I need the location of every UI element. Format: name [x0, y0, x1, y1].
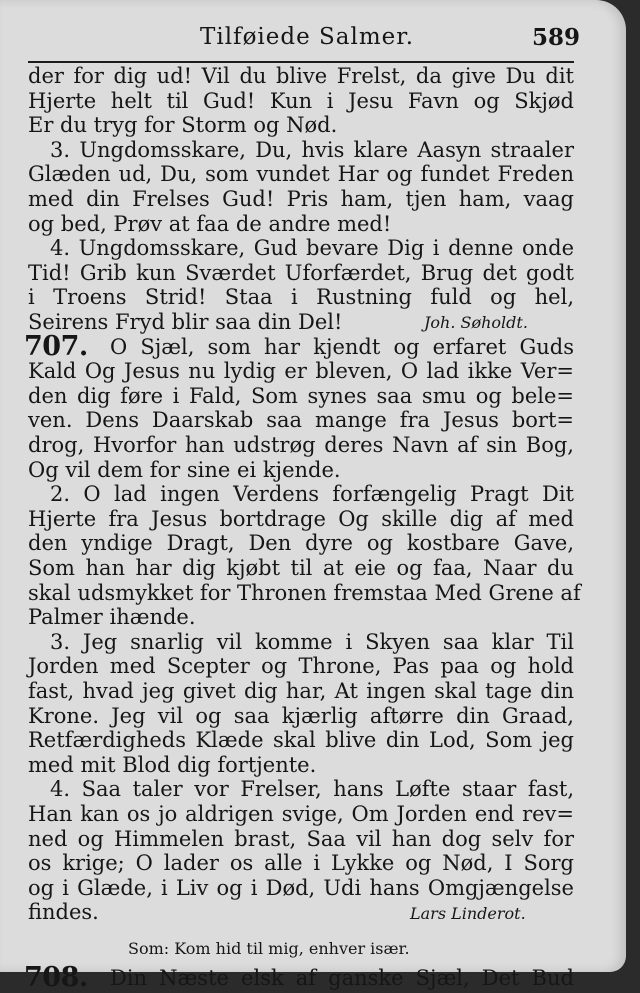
text-line: Din Næste elsk af ganske Sjæl, Det Bud [110, 965, 574, 990]
verse-start-line: 4. Ungdomsskare, Gud bevare Dig i denne onde [50, 236, 574, 261]
text-line: drog, Hvorfor han udstrøg deres Navn af sin Bog, [28, 433, 574, 457]
page-number: 589 [532, 24, 581, 51]
text-line: ven. Dens Daarskab saa mange fra Jesus bort= [28, 408, 574, 433]
text-line: Jorden med Scepter og Throne, Pas paa og hold [28, 654, 574, 679]
text-line: Og vil dem for sine ei kjende. [28, 457, 341, 482]
text-line: Glæden ud, Du, som vundet Har og fundet Freden [28, 162, 574, 187]
text-line: Krone. Jeg vil og saa kjærlig aftørre din Graad, [28, 703, 574, 728]
text-line: med mit Blod dig fortjente. [28, 752, 317, 777]
text-line: os krige; O lader os alle i Lykke og Nød, I Sorg [28, 851, 574, 876]
verse-start-line: 3. Jeg snarlig vil komme i Skyen saa klar Til [50, 629, 574, 654]
text-line: Seirens Fryd blir saa din Del! [28, 310, 343, 334]
verse-start-line: 3. Ungdomsskare, Du, hvis klare Aasyn straaler [50, 137, 574, 162]
hymn-number: 707. [24, 330, 88, 362]
text-line: Som han har dig kjøbt til at eie og faa, Naar du [28, 556, 574, 580]
hymn-number: 708. [24, 961, 88, 993]
verse-start-line: 4. Saa taler vor Frelser, hans Løfte staar fast, [50, 777, 574, 802]
text-line: i Troens Strid! Staa i Rustning fuld og hel, [28, 285, 574, 310]
text-line: findes. [28, 900, 99, 925]
text-line: og i Glæde, i Liv og i Død, Udi hans Omgjængelse [28, 875, 574, 900]
text-line: ned og Himmelen brast, Saa vil han dog selv for [28, 826, 574, 851]
author-attribution: Lars Linderot. [410, 904, 526, 924]
running-head [0, 24, 600, 58]
running-title: Tilføiede Salmer. [200, 24, 415, 50]
text-line: Retfærdigheds Klæde skal blive din Lod, Som jeg [28, 728, 574, 753]
text-line: Tid! Grib kun Sværdet Uforfærdet, Brug det godt [28, 260, 574, 285]
text-line: Palmer ihænde. [28, 605, 196, 630]
text-line: med din Frelses Gud! Pris ham, tjen ham, vaag [28, 187, 574, 211]
text-line: og bed, Prøv at faa de andre med! [28, 211, 392, 236]
text-line: O Sjæl, som har kjendt og erfaret Guds [110, 334, 574, 359]
text-line: den yndige Dragt, Den dyre og kostbare Gave, [28, 531, 574, 556]
text-line: skal udsmykket for Thronen fremstaa Med Grene af [28, 580, 581, 605]
text-line: Er du tryg for Storm og Nød. [28, 113, 338, 138]
author-attribution: Joh. Søholdt. [424, 313, 528, 332]
header-rule [28, 61, 574, 63]
text-line: fast, hvad jeg givet dig har, At ingen skal tage din [28, 679, 574, 703]
verse-start-line: 2. O lad ingen Verdens forfængelig Pragt Dit [50, 482, 574, 507]
text-line: Hjerte fra Jesus bortdrage Og skille dig af med [28, 506, 574, 531]
text-line: Kald Og Jesus nu lydig er bleven, O lad ikke Ver= [28, 359, 574, 384]
text-line: den dig føre i Fald, Som synes saa smu og bele= [28, 383, 574, 408]
text-line: der for dig ud! Vil du blive Frelst, da give Du dit [28, 64, 574, 88]
tune-line: Som: Kom hid til mig, enhver især. [128, 939, 410, 958]
text-line: Hjerte helt til Gud! Kun i Jesu Favn og Skjød [28, 88, 574, 113]
text-line: Han kan os jo aldrigen svige, Om Jorden end rev= [28, 802, 574, 826]
